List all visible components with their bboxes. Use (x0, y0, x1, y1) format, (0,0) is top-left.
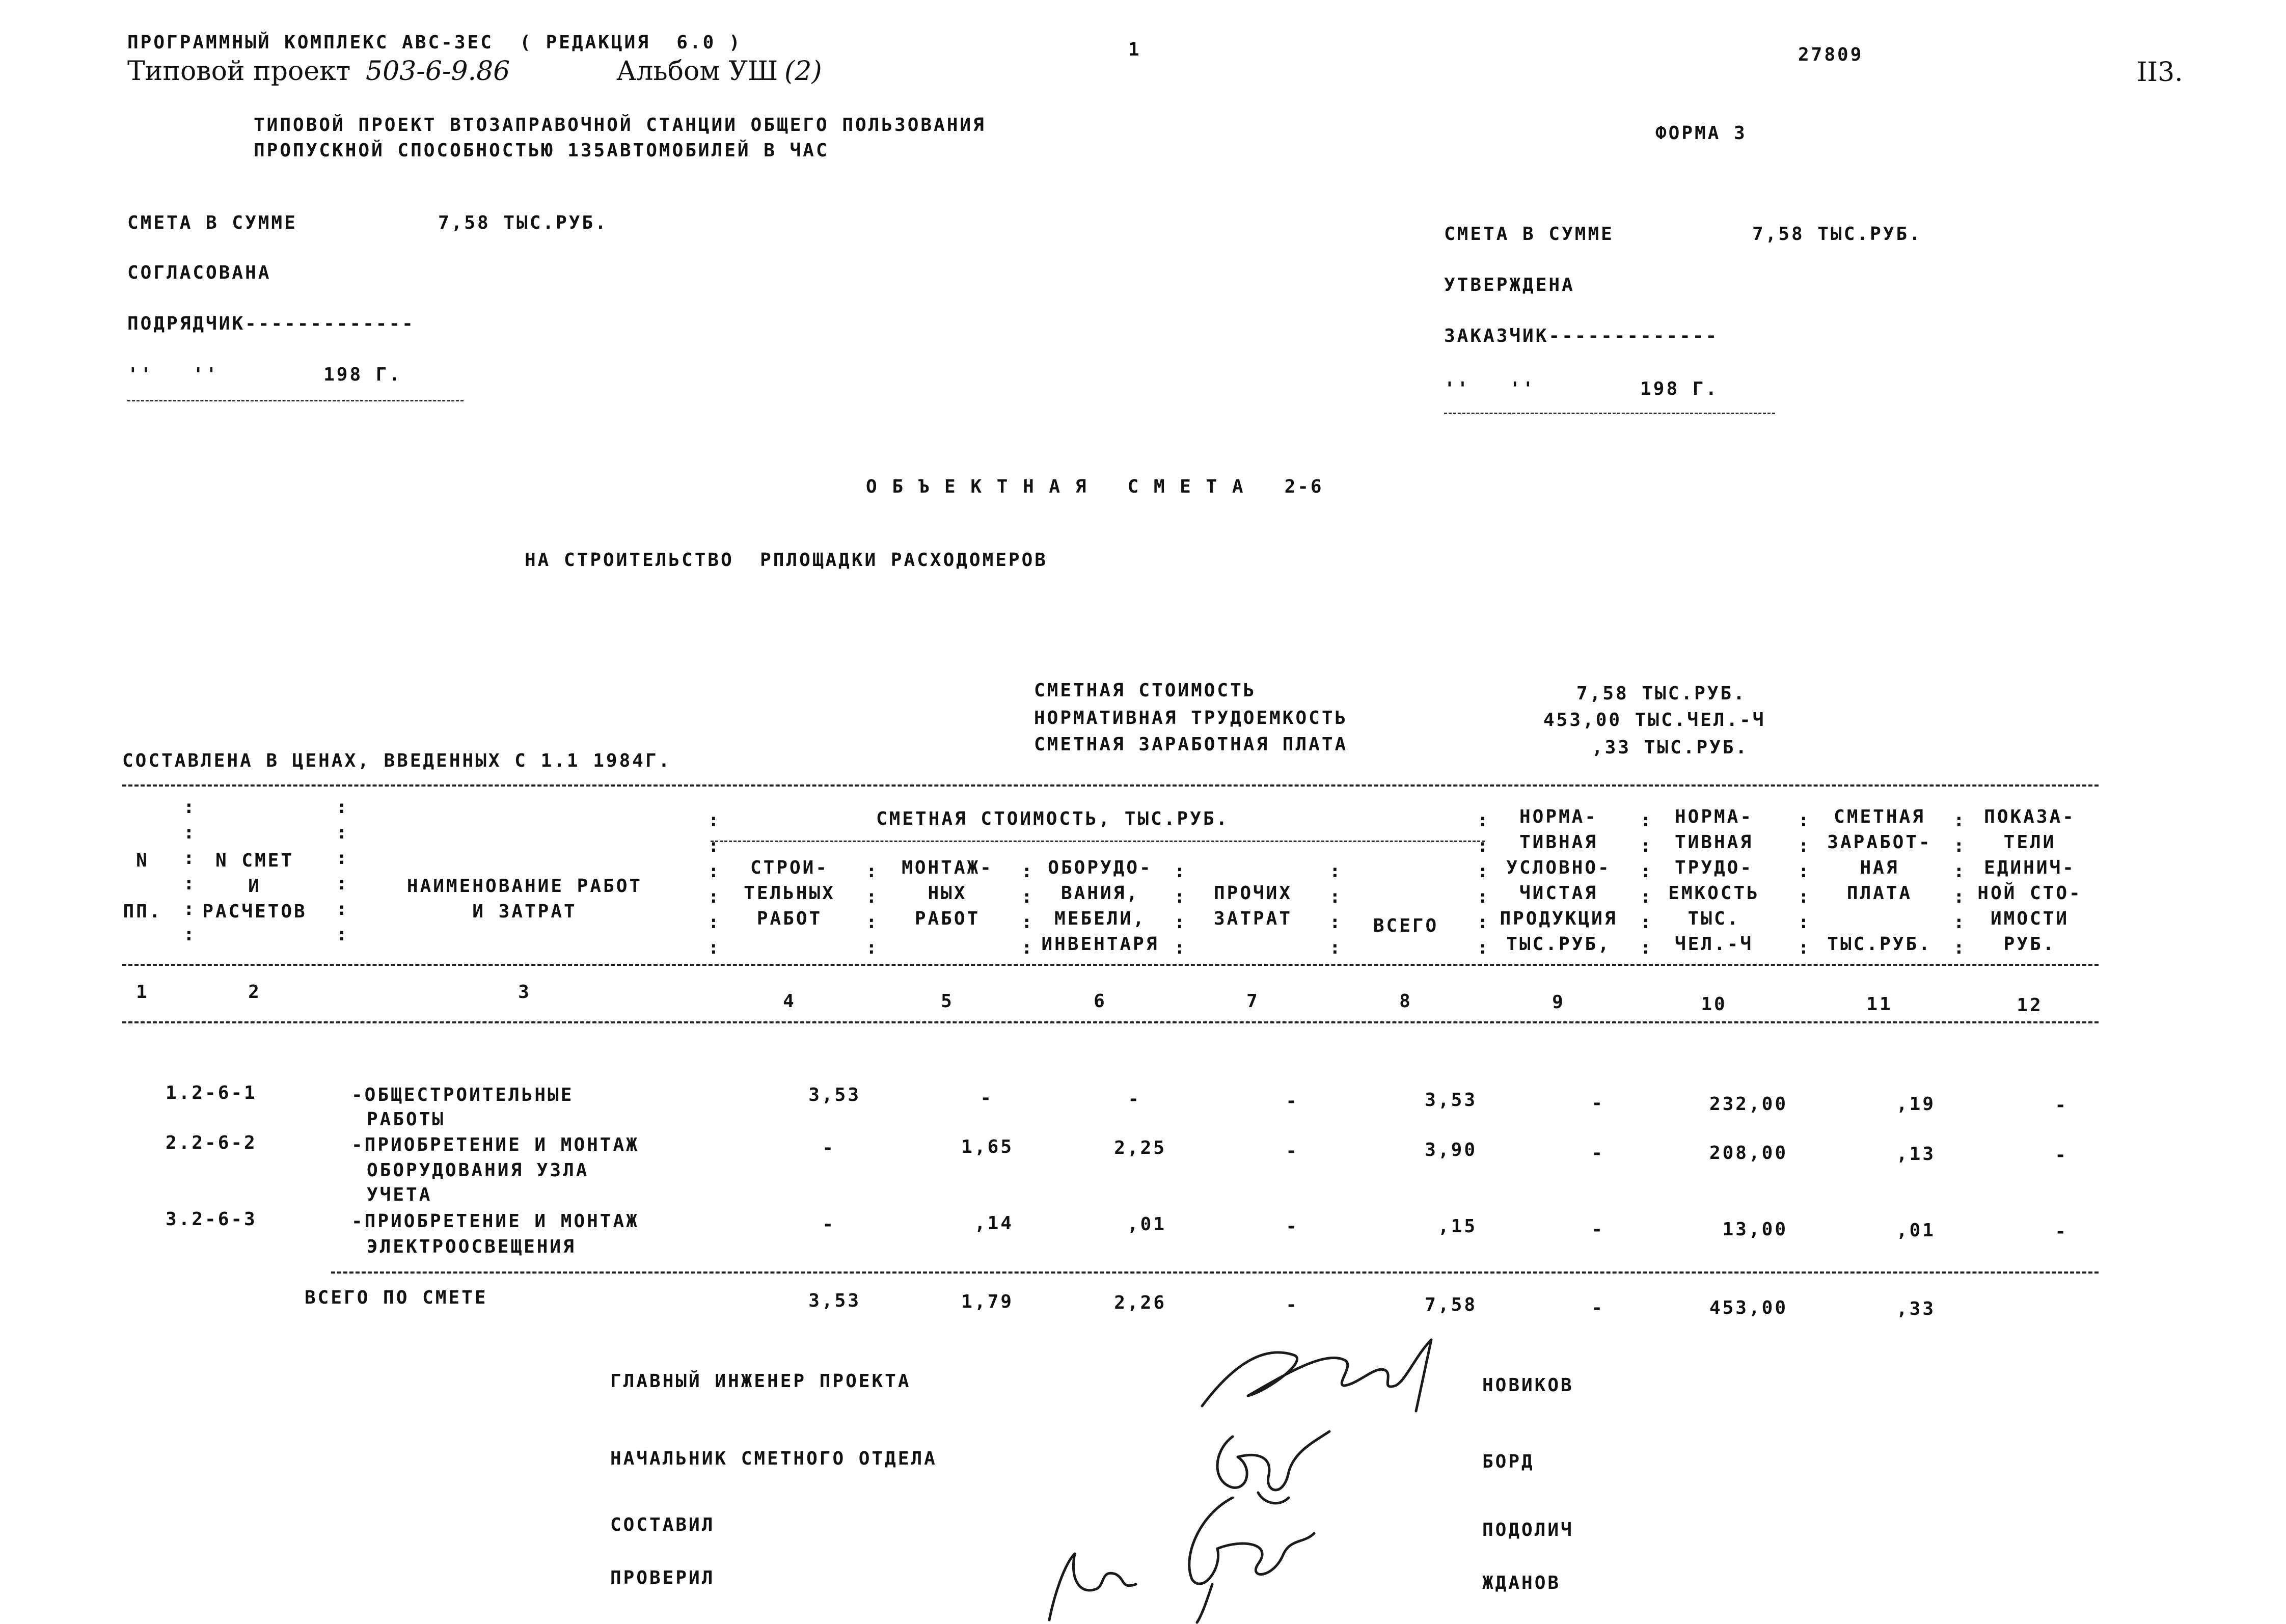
col12-header-1: ПОКАЗА- (1984, 806, 2076, 827)
col-separator: : : : : : : (1953, 810, 1967, 958)
col5-header-3: РАБОТ (914, 908, 981, 929)
summary-wage-label: СМЕТНАЯ ЗАРАБОТНАЯ ПЛАТА (1034, 734, 1348, 755)
left-date-line: '' '' 198 Г. (127, 364, 402, 385)
col10-header-2: ТИВНАЯ (1674, 832, 1754, 853)
total-top-rule (331, 1271, 2099, 1274)
row-total-cost: 3,90 (1425, 1140, 1477, 1160)
col-number-11: 11 (1866, 994, 1893, 1015)
col8-header-1: ВСЕГО (1373, 915, 1439, 936)
col-separator: : : : : (1329, 861, 1343, 958)
col6-header-2: ВАНИЯ, (1060, 883, 1140, 904)
left-sum-label: СМЕТА В СУММЕ (127, 212, 297, 233)
row-unit-cost: - (2055, 1221, 2068, 1242)
total-net-output: - (1591, 1297, 1604, 1318)
row-code: 2.2-6-2 (166, 1132, 257, 1153)
col9-header-1: НОРМА- (1519, 806, 1598, 827)
col12-header-4: НОЙ СТО- (1977, 883, 2082, 904)
signature-role-chief-engineer: ГЛАВНЫЙ ИНЖЕНЕР ПРОЕКТА (610, 1371, 911, 1392)
col-separator: : : : : : : (183, 797, 197, 945)
col10-header-1: НОРМА- (1674, 806, 1754, 827)
album-label: Альбом УШ (616, 56, 778, 87)
row-name-line: УЧЕТА (367, 1184, 432, 1205)
col3-header-1: НАИМЕНОВАНИЕ РАБОТ (406, 876, 643, 897)
row-net-output: - (1591, 1143, 1604, 1163)
row-equipment-cost: - (1128, 1089, 1141, 1109)
signature-name-checked-by: ЖДАНОВ (1482, 1573, 1561, 1593)
col12-header-6: РУБ. (2003, 934, 2056, 955)
row-construction-cost: - (822, 1138, 835, 1158)
page-number: II3. (2137, 57, 2183, 88)
col-number-10: 10 (1701, 994, 1727, 1015)
col2-header-1: N СМЕТ (215, 850, 294, 871)
signature-name-compiled-by: ПОДОЛИЧ (1482, 1520, 1574, 1540)
summary-labor-label: НОРМАТИВНАЯ ТРУДОЕМКОСТЬ (1034, 708, 1348, 728)
col2-header-2: И (248, 876, 261, 897)
col-number-7: 7 (1246, 991, 1260, 1012)
row-installation-cost: ,14 (974, 1213, 1014, 1234)
col-separator: : : : : : : (1798, 810, 1811, 958)
row-construction-cost: 3,53 (808, 1085, 861, 1105)
row-unit-cost: - (2055, 1145, 2068, 1166)
right-sum-label: СМЕТА В СУММЕ (1444, 224, 1614, 245)
row-installation-cost: 1,65 (961, 1136, 1014, 1157)
signature-role-compiled-by: СОСТАВИЛ (610, 1514, 715, 1535)
total-other-cost: - (1286, 1294, 1299, 1315)
row-wage: ,13 (1896, 1144, 1936, 1165)
summary-cost-label: СМЕТНАЯ СТОИМОСТЬ (1034, 680, 1257, 701)
signature-name-estimate-head: БОРД (1482, 1451, 1535, 1472)
cost-group-rule (711, 841, 1485, 842)
row-equipment-cost: ,01 (1127, 1214, 1166, 1235)
total-labor: 453,00 (1709, 1297, 1788, 1318)
col12-header-5: ИМОСТИ (1990, 908, 2070, 929)
left-signature-underline (127, 400, 464, 401)
program-line: ПРОГРАММНЫЙ КОМПЛЕКС АВС-3ЕС ( РЕДАКЦИЯ 6.0 ) (127, 32, 742, 53)
row-wage: ,01 (1896, 1220, 1936, 1241)
col9-header-4: ЧИСТАЯ (1519, 883, 1598, 904)
handwritten-signature-chief-engineer (1192, 1335, 1447, 1416)
header-bottom-rule (122, 964, 2099, 966)
col3-header-2: И ЗАТРАТ (472, 901, 577, 922)
customer-line: ЗАКАЗЧИК------------- (1444, 326, 1719, 346)
col7-header-1: ПРОЧИХ (1213, 883, 1293, 904)
col-separator: : : : : : : (336, 797, 349, 945)
right-signature-underline (1444, 413, 1775, 414)
total-label: ВСЕГО ПО СМЕТЕ (305, 1287, 488, 1308)
col11-header-4: ПЛАТА (1846, 883, 1913, 904)
approved-label: УТВЕРЖДЕНА (1444, 275, 1575, 295)
col11-header-5: ТЫС.РУБ. (1827, 934, 1932, 955)
summary-labor-value: 453,00 ТЫС.ЧЕЛ.-Ч (1543, 710, 1766, 730)
project-title-line-1: ТИПОВОЙ ПРОЕКТ ВТОЗАПРАВОЧНОЙ СТАНЦИИ ОБЩЕГО ПОЛЬЗОВАНИЯ (254, 115, 986, 136)
col-number-3: 3 (518, 982, 531, 1003)
col5-header-2: НЫХ (928, 883, 967, 904)
col-number-2: 2 (248, 982, 261, 1003)
col6-header-3: МЕБЕЛИ, (1054, 908, 1146, 929)
row-name-line: ЭЛЕКТРООСВЕЩЕНИЯ (367, 1236, 576, 1257)
col4-header-1: СТРОИ- (750, 857, 829, 878)
col6-header-1: ОБОРУДО- (1048, 857, 1153, 878)
row-labor: 13,00 (1722, 1219, 1788, 1240)
col-separator: : : : : : : (1640, 810, 1653, 958)
right-date-line: '' '' 198 Г. (1444, 378, 1719, 399)
row-name-line: -ПРИОБРЕТЕНИЕ И МОНТАЖ (351, 1211, 639, 1232)
row-wage: ,19 (1896, 1094, 1936, 1115)
col9-header-2: ТИВНАЯ (1519, 832, 1598, 853)
row-labor: 232,00 (1709, 1094, 1788, 1115)
col-number-12: 12 (2017, 995, 2043, 1016)
col11-header-3: НАЯ (1860, 857, 1899, 878)
row-name-line: -ПРИОБРЕТЕНИЕ И МОНТАЖ (351, 1134, 639, 1155)
col-separator: : : : : (1174, 861, 1187, 958)
typical-project-label: Типовой проект (127, 56, 351, 87)
row-name-line: -ОБЩЕСТРОИТЕЛЬНЫЕ (351, 1085, 574, 1105)
col11-header-2: ЗАРАБОТ- (1827, 832, 1932, 853)
signature-name-chief-engineer: НОВИКОВ (1482, 1375, 1574, 1396)
col-number-5: 5 (941, 991, 954, 1012)
col12-header-2: ТЕЛИ (2003, 832, 2056, 853)
col10-header-5: ТЫС. (1688, 908, 1740, 929)
estimate-subtitle: НА СТРОИТЕЛЬСТВО РПЛОЩАДКИ РАСХОДОМЕРОВ (525, 550, 1048, 571)
row-other-cost: - (1286, 1091, 1299, 1112)
left-sum-value: 7,58 ТЫС.РУБ. (438, 212, 608, 233)
album-part: (2) (784, 56, 822, 87)
agreed-label: СОГЛАСОВАНА (127, 262, 271, 283)
col4-header-3: РАБОТ (756, 908, 823, 929)
row-code: 3.2-6-3 (166, 1209, 257, 1230)
col-number-1: 1 (136, 982, 149, 1003)
prices-note: СОСТАВЛЕНА В ЦЕНАХ, ВВЕДЕННЫХ С 1.1 1984Г. (122, 750, 672, 771)
summary-cost-value: 7,58 ТЫС.РУБ. (1576, 683, 1747, 704)
col2-header-3: РАСЧЕТОВ (202, 901, 307, 922)
col5-header-1: МОНТАЖ- (902, 857, 993, 878)
row-total-cost: 3,53 (1425, 1090, 1477, 1111)
col9-header-5: ПРОДУКЦИЯ (1500, 908, 1618, 929)
col7-header-2: ЗАТРАТ (1213, 908, 1293, 929)
signature-role-estimate-head: НАЧАЛЬНИК СМЕТНОГО ОТДЕЛА (610, 1448, 937, 1469)
row-total-cost: ,15 (1437, 1216, 1477, 1237)
col-number-4: 4 (783, 991, 796, 1012)
row-unit-cost: - (2055, 1095, 2068, 1116)
total-construction-cost: 3,53 (808, 1290, 861, 1311)
row-name-line: РАБОТЫ (367, 1109, 446, 1130)
col12-header-3: ЕДИНИЧ- (1984, 857, 2076, 878)
document-number: 27809 (1798, 44, 1864, 65)
col-separator: : : : : (1021, 861, 1035, 958)
col9-header-6: ТЫС.РУБ, (1506, 934, 1611, 955)
page-mark: 1 (1128, 39, 1141, 60)
total-wage: ,33 (1896, 1298, 1936, 1319)
col6-header-4: ИНВЕНТАРЯ (1041, 934, 1159, 955)
col10-header-3: ТРУДО- (1674, 857, 1754, 878)
signature-role-checked-by: ПРОВЕРИЛ (610, 1567, 715, 1588)
col-separator: : : : : : : (1477, 810, 1490, 958)
row-installation-cost: - (980, 1088, 993, 1108)
total-installation-cost: 1,79 (961, 1291, 1014, 1312)
typical-project-code: 503-6-9.86 (366, 56, 510, 87)
col1-header-1: N (136, 850, 149, 871)
col11-header-1: СМЕТНАЯ (1834, 806, 1925, 827)
total-equipment-cost: 2,26 (1114, 1292, 1166, 1313)
right-sum-value: 7,58 ТЫС.РУБ. (1752, 224, 1922, 245)
numbers-bottom-rule (122, 1021, 2099, 1023)
row-other-cost: - (1286, 1216, 1299, 1237)
summary-wage-value: ,33 ТЫС.РУБ. (1592, 737, 1749, 758)
row-code: 1.2-6-1 (166, 1082, 257, 1103)
col9-header-3: УСЛОВНО- (1506, 857, 1611, 878)
total-total-cost: 7,58 (1425, 1294, 1477, 1315)
col4-header-2: ТЕЛЬНЫХ (744, 883, 835, 904)
form-label: ФОРМА 3 (1655, 123, 1747, 144)
handwritten-signature-compiled-checked (1019, 1493, 1324, 1624)
col-number-6: 6 (1094, 991, 1107, 1012)
row-labor: 208,00 (1709, 1143, 1788, 1163)
col10-header-6: ЧЕЛ.-Ч (1674, 934, 1754, 955)
col-separator: : : : : : : (708, 810, 721, 958)
table-top-rule (122, 784, 2099, 787)
row-net-output: - (1591, 1219, 1604, 1240)
row-equipment-cost: 2,25 (1114, 1138, 1166, 1158)
contractor-line: ПОДРЯДЧИК------------- (127, 313, 415, 334)
col1-header-2: ПП. (123, 901, 162, 922)
row-net-output: - (1591, 1093, 1604, 1114)
row-construction-cost: - (822, 1214, 835, 1235)
estimate-title: О Б Ъ Е К Т Н А Я С М Е Т А 2-6 (866, 476, 1324, 497)
col-number-9: 9 (1552, 992, 1565, 1013)
col-separator: : : : : (866, 861, 879, 958)
cost-group-header: СМЕТНАЯ СТОИМОСТЬ, ТЫС.РУБ. (876, 808, 1230, 829)
col10-header-4: ЕМКОСТЬ (1668, 883, 1760, 904)
col-number-8: 8 (1399, 991, 1412, 1012)
row-other-cost: - (1286, 1141, 1299, 1161)
row-name-line: ОБОРУДОВАНИЯ УЗЛА (367, 1160, 589, 1181)
project-title-line-2: ПРОПУСКНОЙ СПОСОБНОСТЬЮ 135АВТОМОБИЛЕЙ В ЧАС (254, 140, 829, 161)
